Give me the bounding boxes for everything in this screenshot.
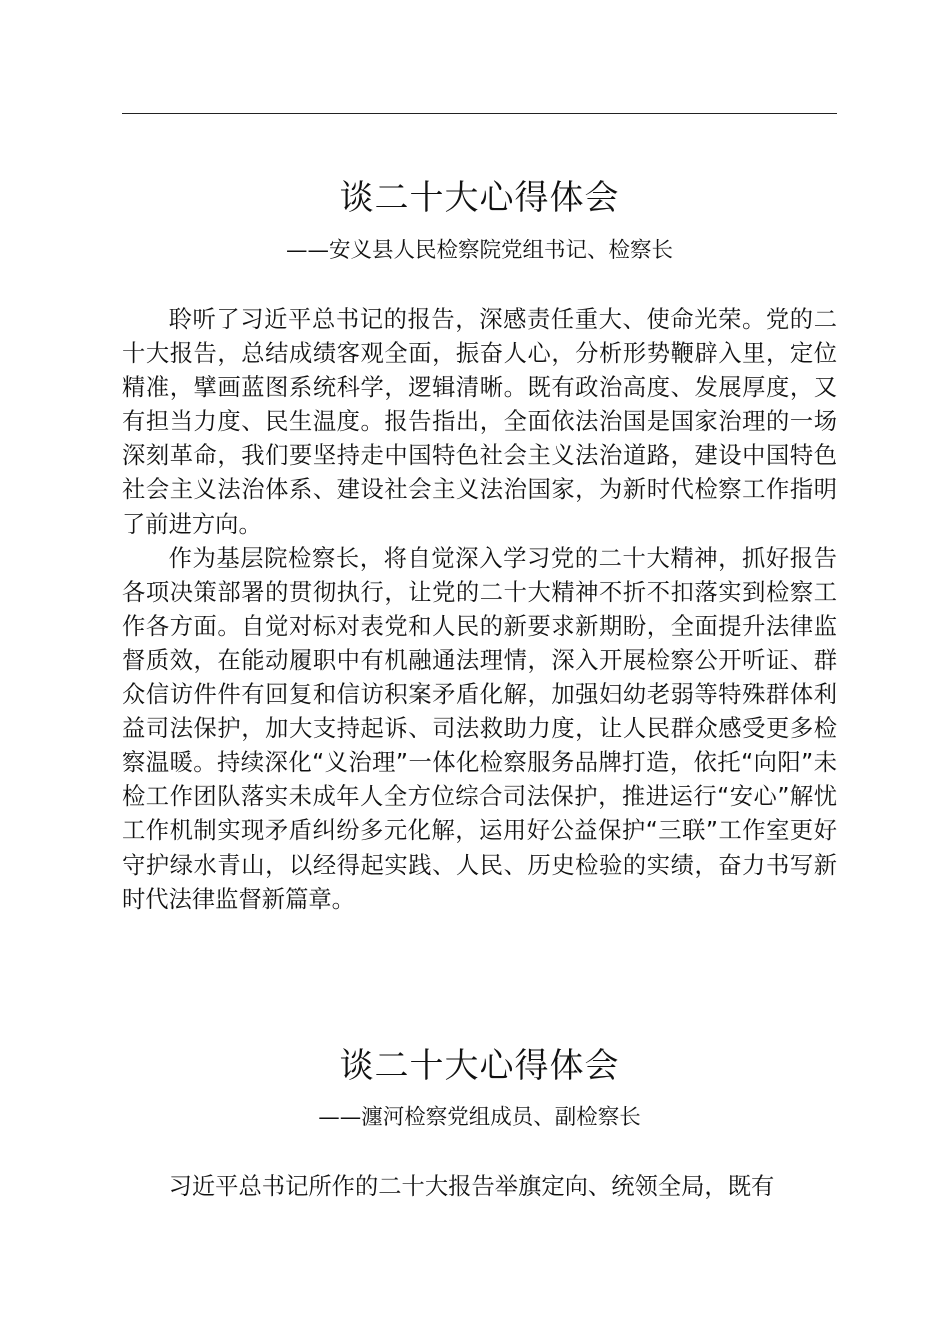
header-rule	[122, 113, 837, 114]
article-2-subtitle: ——瀍河检察党组成员、副检察长	[318, 1105, 641, 1130]
article-2-body	[122, 1170, 837, 1204]
article-1-title: 谈二十大心得体会	[339, 178, 620, 218]
article-1-paragraph-1: 聆听了习近平总书记的报告，深感责任重大、使命光荣。党的二十大报告，总结成绩客观全面，振奋人心，分析形势鞭辟入里，定位精准，擘画蓝图系统科学，逻辑清晰。既有政治高度、发展厚度，又有担当力度、民生温度。报告指出，全面依法治国是国家治理的一场深刻革命，我们要坚持走中国特色社会主义法治道路，建设中国特色社会主义法治体系、建设社会主义法治国家，为新时代检察工作指明了前进方向。	[122, 306, 837, 538]
article-1-body	[122, 303, 837, 917]
article-2-paragraph-1: 习近平总书记所作的二十大报告举旗定向、统领全局，既有	[168, 1173, 775, 1200]
article-2-title: 谈二十大心得体会	[339, 1046, 620, 1086]
article-1-subtitle: ——安义县人民检察院党组书记、检察长	[285, 238, 673, 263]
article-1-paragraph-2: 作为基层院检察长，将自觉深入学习党的二十大精神，抓好报告各项决策部署的贯彻执行，让党的二十大精神不折不扣落实到检察工作各方面。自觉对标对表党和人民的新要求新期盼，全面提升法律监督质效，在能动履职中有机融通法理情，深入开展检察公开听证、群众信访件件有回复和信访积案矛盾化解，加强妇幼老弱等特殊群体利益司法保护，加大支持起诉、司法救助力度，让人民群众感受更多检察温暖。持续深化“义治理”一体化检察服务品牌打造，依托“向阳”未检工作团队落实未成年人全方位综合司法保护，推进运行“安心”解忧工作机制实现矛盾纠纷多元化解，运用好公益保护“三联”工作室更好守护绿水青山，以经得起实践、人民、历史检验的实绩，奋力书写新时代法律监督新篇章。	[122, 544, 837, 913]
